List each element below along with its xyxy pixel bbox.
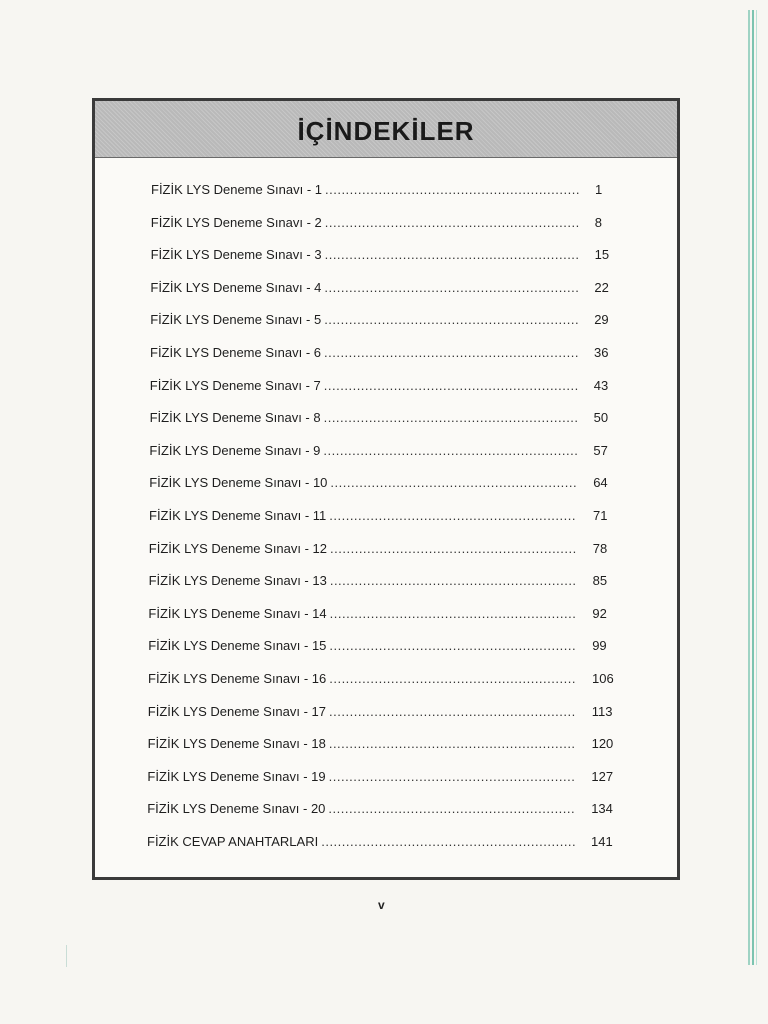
toc-entry bbox=[147, 801, 625, 816]
toc-entry-label: FİZİK LYS Deneme Sınavı - 19 bbox=[147, 768, 326, 784]
toc-entry-page: 113 bbox=[591, 703, 613, 719]
toc-entry-label: FİZİK LYS Deneme Sınavı - 1 bbox=[151, 182, 322, 197]
toc-entry bbox=[147, 834, 625, 849]
toc-entry-label: FİZİK CEVAP ANAHTARLARI bbox=[147, 834, 319, 849]
toc-entry-leader-dots bbox=[324, 410, 578, 425]
scan-edge-line bbox=[756, 10, 757, 965]
toc-entry-page: 50 bbox=[593, 410, 609, 426]
toc-entry-page: 141 bbox=[591, 834, 613, 849]
toc-entry-page: 106 bbox=[592, 671, 614, 686]
toc-entry-page: 36 bbox=[594, 345, 609, 360]
toc-entry-label: FİZİK LYS Deneme Sınavı - 14 bbox=[148, 605, 327, 621]
toc-entry bbox=[150, 312, 628, 327]
toc-entry bbox=[149, 508, 627, 523]
toc-entry-page: 120 bbox=[591, 736, 614, 752]
toc-entry-label: FİZİK LYS Deneme Sınavı - 20 bbox=[147, 801, 326, 817]
toc-entry bbox=[149, 443, 627, 458]
toc-entry-page: 92 bbox=[592, 605, 607, 621]
table-of-contents bbox=[92, 98, 680, 880]
toc-entry-leader-dots bbox=[325, 182, 579, 197]
toc-entry-leader-dots bbox=[329, 769, 576, 784]
toc-entry-leader-dots bbox=[324, 345, 578, 360]
toc-entry-leader-dots bbox=[324, 312, 578, 327]
toc-entry-label: FİZİK LYS Deneme Sınavı - 5 bbox=[150, 312, 322, 328]
toc-entry-label: FİZİK LYS Deneme Sınavı - 2 bbox=[150, 214, 322, 230]
toc-entry bbox=[148, 671, 626, 686]
toc-entry bbox=[148, 704, 626, 719]
toc-entry bbox=[150, 378, 628, 393]
toc-entry bbox=[149, 475, 627, 490]
toc-entry-leader-dots bbox=[324, 280, 578, 295]
page-title: İÇİNDEKİLER bbox=[297, 115, 475, 146]
toc-entry-label: FİZİK LYS Deneme Sınavı - 12 bbox=[148, 540, 328, 556]
toc-entry-page: 57 bbox=[593, 442, 608, 458]
toc-entry-label: FİZİK LYS Deneme Sınavı - 9 bbox=[149, 442, 321, 458]
scan-edge-line bbox=[748, 10, 750, 965]
toc-entry-page: 127 bbox=[591, 768, 614, 784]
toc-entry-label: FİZİK LYS Deneme Sınavı - 16 bbox=[148, 671, 327, 686]
toc-entry bbox=[149, 573, 627, 588]
toc-entry-label: FİZİK LYS Deneme Sınavı - 8 bbox=[149, 410, 321, 426]
toc-entry-page: 78 bbox=[592, 540, 608, 556]
toc-entry-leader-dots bbox=[321, 834, 575, 849]
toc-entry bbox=[151, 215, 629, 230]
toc-entry-leader-dots bbox=[330, 573, 577, 588]
toc-entry-leader-dots bbox=[324, 378, 578, 393]
toc-entry bbox=[150, 280, 628, 295]
toc-entry-leader-dots bbox=[329, 736, 576, 751]
toc-entry-leader-dots bbox=[328, 801, 575, 816]
toc-entry-label: FİZİK LYS Deneme Sınavı - 18 bbox=[147, 736, 326, 752]
toc-entry-page: 43 bbox=[593, 377, 609, 393]
toc-entry-label: FİZİK LYS Deneme Sınavı - 17 bbox=[147, 703, 327, 719]
toc-entry bbox=[151, 182, 629, 197]
toc-entry-label: FİZİK LYS Deneme Sınavı - 3 bbox=[150, 247, 322, 263]
toc-entry bbox=[147, 769, 625, 784]
toc-entry-label: FİZİK LYS Deneme Sınavı - 15 bbox=[148, 638, 327, 654]
toc-entry bbox=[151, 247, 629, 262]
toc-header bbox=[95, 101, 677, 158]
scan-edge-line bbox=[752, 10, 754, 965]
toc-entry-leader-dots bbox=[329, 671, 576, 686]
toc-entry-page: 64 bbox=[593, 475, 608, 491]
toc-entry-page: 134 bbox=[591, 801, 613, 817]
toc-entry-leader-dots bbox=[330, 475, 577, 490]
toc-entry-leader-dots bbox=[329, 508, 577, 523]
toc-entry-page: 71 bbox=[593, 508, 608, 523]
toc-entry-leader-dots bbox=[329, 704, 576, 719]
toc-entry-page: 15 bbox=[594, 247, 610, 263]
toc-entry-page: 85 bbox=[592, 573, 608, 589]
toc-entry bbox=[149, 541, 627, 556]
toc-entry bbox=[148, 638, 626, 653]
toc-entry-leader-dots bbox=[323, 443, 577, 458]
toc-entry-label: FİZİK LYS Deneme Sınavı - 6 bbox=[150, 345, 321, 360]
toc-entry-page: 1 bbox=[595, 182, 603, 197]
toc-entry-label: FİZİK LYS Deneme Sınavı - 10 bbox=[149, 475, 328, 491]
toc-entry-label: FİZİK LYS Deneme Sınavı - 4 bbox=[150, 279, 322, 295]
toc-entry-label: FİZİK LYS Deneme Sınavı - 7 bbox=[149, 377, 321, 393]
toc-entry bbox=[148, 736, 626, 751]
toc-entry-page: 22 bbox=[594, 279, 609, 295]
toc-entry bbox=[150, 410, 628, 425]
toc-entry-leader-dots bbox=[329, 638, 576, 653]
toc-entry bbox=[150, 345, 628, 360]
toc-entry-page: 29 bbox=[594, 312, 609, 328]
toc-entry-label: FİZİK LYS Deneme Sınavı - 11 bbox=[149, 508, 327, 523]
toc-entry-leader-dots bbox=[325, 215, 579, 230]
toc-entry-leader-dots bbox=[330, 606, 577, 621]
scan-mark bbox=[66, 945, 67, 967]
toc-entry-page: 8 bbox=[594, 214, 603, 230]
page-number: v bbox=[378, 898, 385, 912]
toc-entry-page: 99 bbox=[592, 638, 607, 654]
toc-entry-leader-dots bbox=[325, 247, 579, 262]
toc-entry-leader-dots bbox=[330, 541, 577, 556]
toc-entry bbox=[148, 606, 626, 621]
toc-entry-label: FİZİK LYS Deneme Sınavı - 13 bbox=[148, 573, 327, 589]
